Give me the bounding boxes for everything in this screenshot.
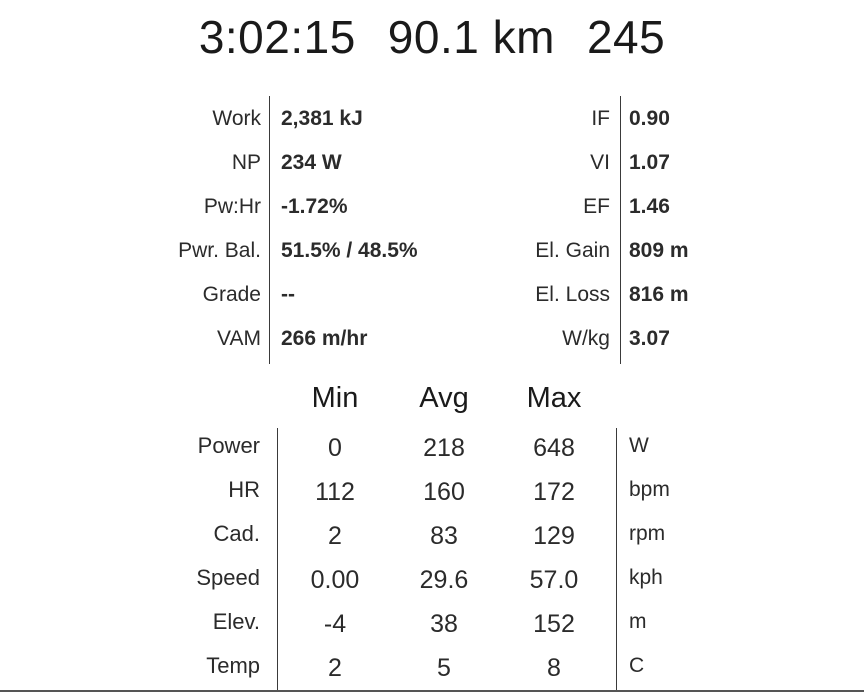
metric-label: El. Gain <box>535 239 610 262</box>
metric-label: El. Loss <box>535 283 610 306</box>
row-label: Speed <box>196 565 260 590</box>
metric-label: W/kg <box>562 327 610 350</box>
bottom-divider <box>0 690 864 692</box>
metric-value: -- <box>281 283 295 306</box>
cell-min: 0 <box>328 434 342 462</box>
cell-min: -4 <box>323 610 347 638</box>
metric-ef <box>0 185 864 229</box>
metric-value: 809 m <box>629 239 689 262</box>
metric-elevation-loss <box>0 273 864 317</box>
metric-label: VAM <box>217 327 261 350</box>
metric-value: -1.72% <box>281 195 348 218</box>
metric-label: NP <box>231 151 261 174</box>
cell-unit: rpm <box>629 522 666 545</box>
metric-label: VI <box>590 151 610 174</box>
row-label: Power <box>197 433 260 458</box>
cell-avg: 218 <box>423 434 465 462</box>
stats-unit-divider <box>616 428 617 690</box>
metric-value: 234 W <box>281 151 342 174</box>
cell-max: 129 <box>533 522 575 550</box>
metric-vi <box>0 141 864 185</box>
metric-label: Work <box>212 107 261 130</box>
column-header-avg: Avg <box>419 382 469 414</box>
metric-value: 1.46 <box>629 195 670 218</box>
metric-value: 266 m/hr <box>281 327 368 350</box>
ride-summary-header <box>0 10 864 64</box>
cell-unit: W <box>629 434 649 457</box>
column-header-max: Max <box>526 382 582 414</box>
metric-elevation-gain <box>0 229 864 273</box>
cell-avg: 38 <box>430 610 458 638</box>
column-header-min: Min <box>311 382 359 414</box>
cell-avg: 160 <box>423 478 465 506</box>
row-label: HR <box>228 477 260 502</box>
cell-avg: 83 <box>430 522 458 550</box>
metric-value: 3.07 <box>629 327 670 350</box>
header-stat-value: 245 <box>586 11 666 63</box>
cell-avg: 5 <box>437 654 451 682</box>
row-label: Temp <box>206 653 260 678</box>
metric-value: 51.5% / 48.5% <box>281 239 418 262</box>
metric-value: 816 m <box>629 283 689 306</box>
distance-value: 90.1 km <box>387 11 555 63</box>
cell-unit: bpm <box>629 478 670 501</box>
cell-max: 57.0 <box>529 566 579 594</box>
metric-w-per-kg <box>0 317 864 361</box>
cell-min: 2 <box>328 522 342 550</box>
metric-label: EF <box>583 195 610 218</box>
metric-label: Grade <box>202 283 261 306</box>
row-label: Cad. <box>213 521 260 546</box>
cell-unit: C <box>629 654 645 677</box>
cell-min: 112 <box>315 478 355 506</box>
metric-value: 0.90 <box>629 107 670 130</box>
cell-max: 648 <box>533 434 575 462</box>
cell-unit: m <box>629 610 647 633</box>
metric-label: IF <box>591 107 610 130</box>
cell-max: 152 <box>533 610 575 638</box>
metric-if <box>0 97 864 141</box>
metric-label: Pw:Hr <box>203 195 261 218</box>
cell-min: 0.00 <box>310 566 360 594</box>
cell-max: 172 <box>533 478 575 506</box>
cell-avg: 29.6 <box>419 566 469 594</box>
stats-label-divider <box>277 428 278 690</box>
row-label: Elev. <box>212 609 260 634</box>
cell-min: 2 <box>328 654 342 682</box>
duration-value: 3:02:15 <box>198 11 356 63</box>
metric-value: 1.07 <box>629 151 670 174</box>
cell-max: 8 <box>547 654 561 682</box>
cell-unit: kph <box>629 566 663 589</box>
metric-value: 2,381 kJ <box>281 107 363 130</box>
metric-label: Pwr. Bal. <box>178 239 261 262</box>
